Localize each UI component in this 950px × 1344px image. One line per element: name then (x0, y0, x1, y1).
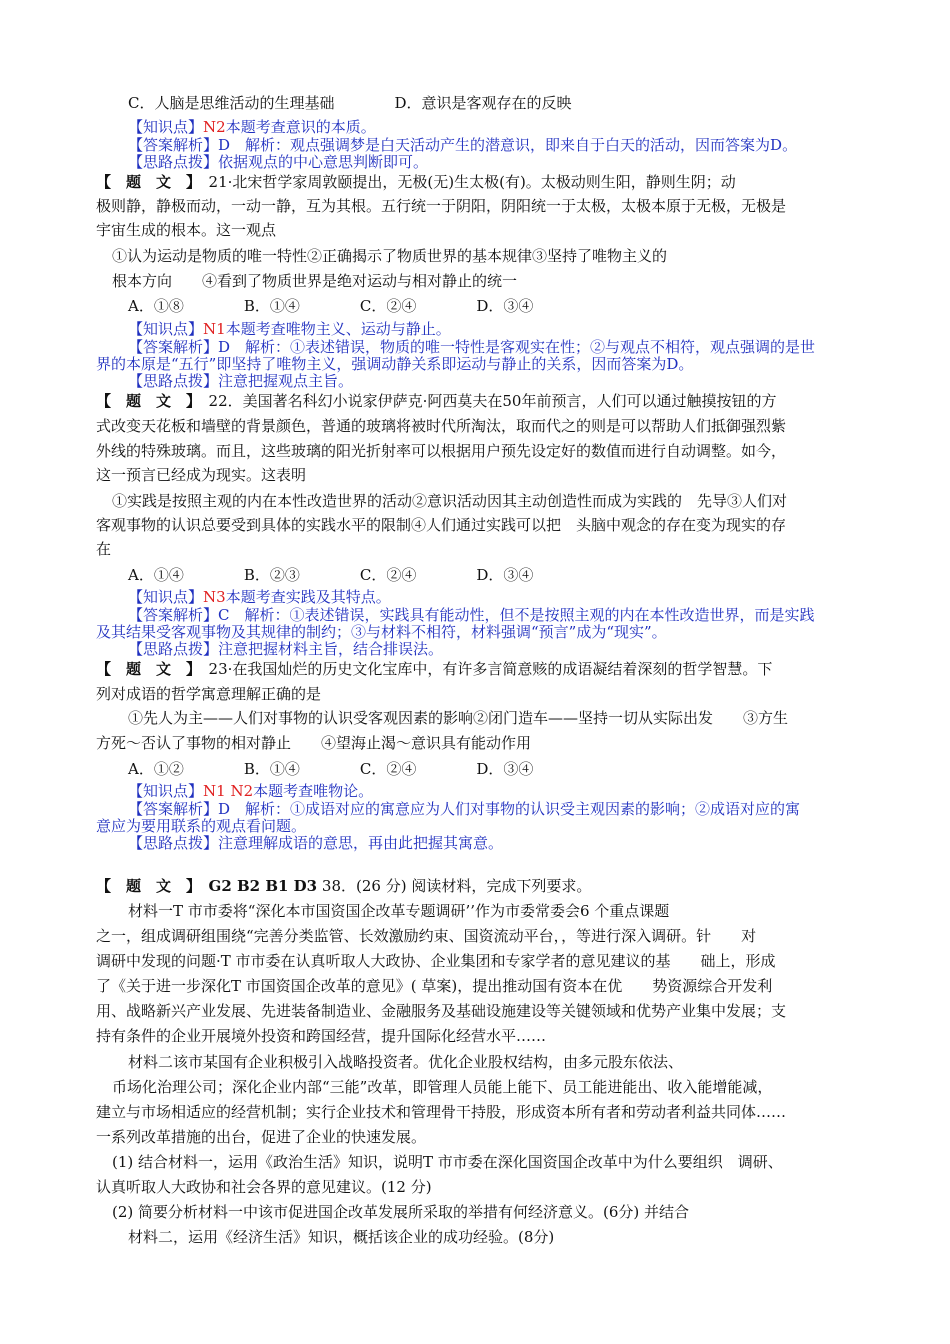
q23-item-line-1: ①先人为主——人们对事物的认识受客观因素的影响②闭门造车——坚持一切从实际出发 ③方生 (128, 709, 789, 727)
kp-label: 【知识点】 (128, 320, 204, 338)
q38-material2-line-1: 材料二该市某国有企业积极引入战略投资者。优化企业股权结构，由多元股东依法、 (128, 1053, 684, 1071)
kp-text: 本题考查意识的本质。 (225, 118, 376, 136)
q23-idea-tip (128, 832, 503, 854)
q21-stem-line-2: 极则静，静极而动，一动一静，互为其根。五行统一于阴阳，阴阳统一于太极，太极本原于无极，无极是 (96, 197, 787, 215)
q22-item-line-2: 客观事物的认识总要受到具体的实践水平的限制④人们通过实践可以把 头脑中观念的存在变为现实的存 (96, 516, 787, 534)
q21-stem-line-3: 宇宙生成的根本。这一观点 (96, 221, 277, 239)
q22-item-line-1: ①实践是按照主观的内在本性改造世界的活动②意识活动因其主动创造性而成为实践的 先导③人们对 (112, 492, 788, 510)
tiwen-label: 【 题 文 】 (96, 877, 194, 895)
q21-stem-line-1 (96, 171, 736, 193)
tip-label: 【思路点拨】 (128, 153, 219, 171)
q38-material1-line-3: 调研中发现的问题·T 市市委在认真听取人大政协、企业集团和专家学者的意见建议的基 础上，形成 (96, 952, 776, 970)
q20-idea-tip (128, 151, 428, 173)
q22-answer-line-2: 及其结果受客观事物及其规律的制约；③与材料不相符，材料强调“预言”成为“现实”。 (96, 623, 667, 641)
kp-label: 【知识点】 (128, 782, 204, 800)
q38-material1-line-6: 持有条件的企业开展境外投资和跨国经营，提升国际化经营水平…… (96, 1027, 547, 1045)
q38-subquestion1-line-1: (1) 结合材料一，运用《政治生活》知识，说明T 市市委在深化国资国企改革中为什么要组织 调研、 (112, 1153, 783, 1171)
q21-stem-text: 21·北宋哲学家周敦颐提出，无极(无)生太极(有)。太极动则生阳，静则生阴；动 (208, 173, 736, 191)
ans-label: 【答案解析】 (128, 606, 219, 624)
ans-text: D 解析：观点强调梦是白天活动产生的潜意识，即来自于白天的活动，因而答案为D。 (218, 136, 798, 154)
q38-material1-line-2: 之一，组成调研组围绕“完善分类监管、长效激励约束、国资流动平台，，等进行深入调研。针 对 (96, 927, 757, 945)
tip-text: 注意把握观点主旨。 (218, 372, 354, 390)
q20-options-line: C．人脑是思维活动的生理基础 D．意识是客观存在的反映 (128, 94, 572, 112)
tiwen-label: 【 题 文 】 (96, 392, 194, 410)
q22-item-line-3: 在 (96, 540, 112, 558)
q23-stem-line-2: 列对成语的哲学寓意理解正确的是 (96, 685, 322, 703)
q21-answer-line-2: 界的本原是“五行”即坚持了唯物主义，强调动静关系即运动与静止的关系，因而答案为D。 (96, 355, 694, 373)
q23-stem-text: 23·在我国灿烂的历史文化宝库中，有许多言简意赅的成语凝结着深刻的哲学智慧。下 (208, 660, 773, 678)
q38-stem: 38．(26 分) 阅读材料，完成下列要求。 (321, 877, 592, 895)
kp-code: N2 (203, 118, 226, 136)
ans-text: D 解析：①成语对应的寓意应为人们对事物的认识受主观因素的影响；②成语对应的寓 (218, 800, 801, 818)
tip-label: 【思路点拨】 (128, 834, 219, 852)
q38-subquestion2-line-2: 材料二，运用《经济生活》知识，概括该企业的成功经验。(8分) (128, 1228, 555, 1246)
q38-header-line (96, 875, 591, 897)
q21-item-line-2: 根本方向 ④看到了物质世界是绝对运动与相对静止的统一 (112, 272, 518, 290)
ans-label: 【答案解析】 (128, 338, 219, 356)
q22-stem-text: 22．美国著名科幻小说家伊萨克·阿西莫夫在50年前预言，人们可以通过触摸按钮的方 (208, 392, 777, 410)
q21-item-line-1: ①认为运动是物质的唯一特性②正确揭示了物质世界的基本规律③坚持了唯物主义的 (112, 247, 668, 265)
tip-label: 【思路点拨】 (128, 372, 219, 390)
kp-text: 本题考查唯物主义、运动与静止。 (225, 320, 451, 338)
q22-idea-tip (128, 638, 443, 660)
q38-codes: G2 B2 B1 D3 (208, 877, 318, 895)
q22-options: A．①④ B．②③ C．②④ D．③④ (128, 566, 534, 584)
q38-subquestion2-line-1: (2) 简要分析材料一中该市促进国企改革发展所采取的举措有何经济意义。(6分) 并结合 (112, 1203, 690, 1221)
kp-text: 本题考查唯物论。 (253, 782, 374, 800)
q22-stem-line-3: 外线的特殊玻璃。而且，这些玻璃的阳光折射率可以根据用户预先设定好的数值而进行自动调整。如今， (96, 442, 787, 460)
q38-material1-line-1: 材料一T 市市委将“深化本市国资国企改革专题调研’’作为市委常委会6 个重点课题 (128, 902, 670, 920)
ans-label: 【答案解析】 (128, 800, 219, 818)
tiwen-label: 【 题 文 】 (96, 660, 194, 678)
q21-idea-tip (128, 370, 353, 392)
q23-item-line-2: 方死～否认了事物的相对静止 ④望海止渴～意识具有能动作用 (96, 734, 532, 752)
kp-text: 本题考查实践及其特点。 (225, 588, 391, 606)
kp-code: N1 (203, 320, 226, 338)
ans-text: C 解析：①表述错误，实践具有能动性，但不是按照主观的内在本性改造世界，而是实践 (218, 606, 815, 624)
ans-text: D 解析：①表述错误，物质的唯一特性是客观实在性；②与观点不相符，观点强调的是世 (218, 338, 816, 356)
q38-subquestion1-line-2: 认真听取人大政协和社会各界的意见建议。(12 分) (96, 1178, 432, 1196)
tip-text: 依据观点的中心意思判断即可。 (218, 153, 429, 171)
q23-answer-line-2: 意应为要用联系的观点看问题。 (96, 817, 307, 835)
tip-text: 注意把握材料主旨，结合排误法。 (218, 640, 444, 658)
tiwen-label: 【 题 文 】 (96, 173, 194, 191)
ans-label: 【答案解析】 (128, 136, 219, 154)
q38-material2-line-4: 一系列改革措施的出台，促进了企业的快速发展。 (96, 1128, 427, 1146)
q22-stem-line-1 (96, 390, 776, 412)
q38-material1-line-5: 用、战略新兴产业发展、先进装备制造业、金融服务及基础设施建设等关键领域和优势产业集中发展；支 (96, 1002, 787, 1020)
q38-material2-line-3: 建立与市场相适应的经营机制；实行企业技术和管理骨干持股，形成资本所有者和劳动者利益共同体…… (96, 1103, 787, 1121)
q38-material2-line-2: 币场化治理公司；深化企业内部“三能”改革，即管理人员能上能下、员工能进能出、收入能增能减， (112, 1078, 773, 1096)
q23-options: A．①② B．①④ C．②④ D．③④ (128, 760, 534, 778)
q21-options: A．①⑧ B．①④ C．②④ D．③④ (128, 297, 534, 315)
q23-stem-line-1 (96, 658, 772, 680)
q22-stem-line-2: 式改变天花板和墙壁的背景颜色，普通的玻璃将被时代所淘汰，取而代之的则是可以帮助人们抵御强烈紫 (96, 417, 787, 435)
kp-code: N3 (203, 588, 226, 606)
q38-material1-line-4: 了《关于进一步深化T 市国资国企改革的意见》( 草案)，提出推动国有资本在优 势资源综合开发利 (96, 977, 773, 995)
q22-stem-line-4: 这一预言已经成为现实。这表明 (96, 466, 307, 484)
kp-code: N1 N2 (203, 782, 254, 800)
tip-text: 注意理解成语的意思，再由此把握其寓意。 (218, 834, 504, 852)
kp-label: 【知识点】 (128, 118, 204, 136)
kp-label: 【知识点】 (128, 588, 204, 606)
tip-label: 【思路点拨】 (128, 640, 219, 658)
